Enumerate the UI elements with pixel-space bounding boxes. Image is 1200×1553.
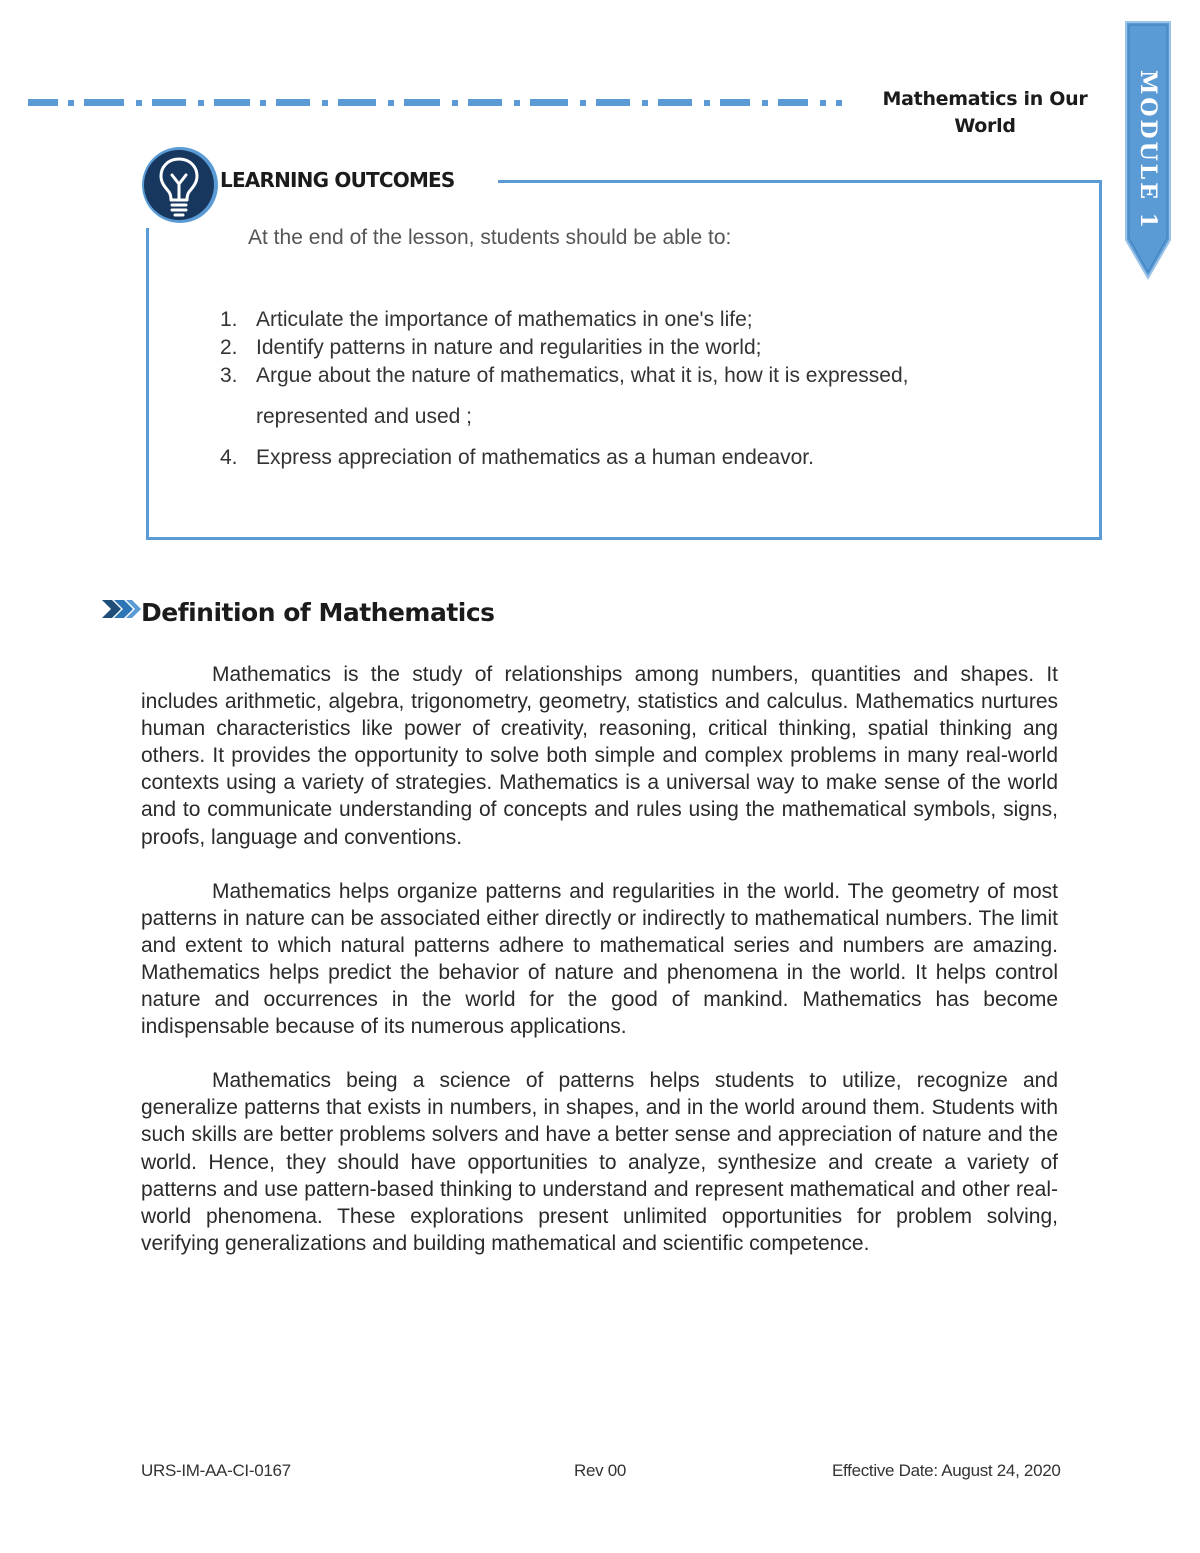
outcomes-intro: At the end of the lesson, students should be able to: — [248, 226, 732, 249]
outcomes-box-border-left — [146, 228, 149, 540]
lightbulb-icon — [140, 142, 220, 228]
section-body — [141, 661, 1058, 1284]
body-paragraph: Mathematics being a science of patterns helps students to utilize, recognize and generalize patterns that exists in numbers, in shapes, and in the world around them. Students with such skills are better problems solvers and have a better sense and appreciation of nature and the world. Hence, they should have opportunities to analyze, synthesize and create a variety of patterns and use pattern-based thinking to understand and represent mathematical and other real-world phenomena. These explorations present unlimited opportunities for problem solving, verifying generalizations and building mathematical and scientific competence. — [141, 1069, 1058, 1255]
outcome-text: Express appreciation of mathematics as a human endeavor. — [256, 446, 814, 469]
module-label-wrap — [1124, 60, 1172, 240]
outcome-item — [214, 437, 1074, 478]
outcomes-box-border-right — [1099, 180, 1102, 540]
outcome-item — [214, 355, 1074, 437]
body-paragraph: Mathematics is the study of relationships among numbers, quantities and shapes. It includes arithmetic, algebra, trigonometry, geometry, statistics and calculus. Mathematics nurtures human characteristics like power of creativity, reasoning, critical thinking, spatial thinking ang others. It provides the opportunity to solve both simple and complex problems in many real-world contexts using a variety of strategies. Mathematics is a universal way to make sense of the world and to communicate understanding of concepts and rules using the mathematical symbols, signs, proofs, language and conventions. — [141, 663, 1058, 849]
footer-effective-date: Effective Date: August 24, 2020 — [832, 1461, 1061, 1480]
double-chevron-icon — [102, 598, 142, 620]
course-title: Mathematics in Our World — [882, 88, 1088, 137]
outcome-number: 4. — [220, 446, 238, 469]
outcome-text: Articulate the importance of mathematics in one's life; — [256, 308, 753, 331]
outcomes-box-border-top — [498, 180, 1102, 183]
section-title: Definition of Mathematics — [141, 598, 495, 627]
outcome-number: 1. — [220, 308, 238, 331]
outcome-number: 2. — [220, 336, 238, 359]
footer-doc-code: URS-IM-AA-CI-0167 — [141, 1461, 291, 1480]
outcome-text: Identify patterns in nature and regularities in the world; — [256, 336, 762, 359]
outcome-number: 3. — [220, 364, 238, 387]
footer-revision: Rev 00 — [574, 1461, 627, 1480]
outcomes-title: LEARNING OUTCOMES — [220, 168, 455, 192]
outcome-text: Argue about the nature of mathematics, what it is, how it is expressed, represented and used ; — [256, 364, 909, 428]
module-label: MODULE 1 — [1135, 69, 1161, 231]
header-dash-line — [28, 95, 858, 109]
outcomes-box-border-bottom — [146, 537, 1102, 540]
outcome-item — [214, 306, 1074, 334]
outcomes-list — [214, 306, 1074, 478]
body-paragraph: Mathematics helps organize patterns and regularities in the world. The geometry of most patterns in nature can be associated either directly or indirectly to mathematical numbers. The limit and extent to which natural patterns adhere to mathematical series and numbers are amazing. Mathematics helps predict the behavior of nature and phenomena in the world. It helps control nature and occurrences in the world for the good of mankind. Mathematics has become indispensable because of its numerous applications. — [141, 879, 1058, 1039]
